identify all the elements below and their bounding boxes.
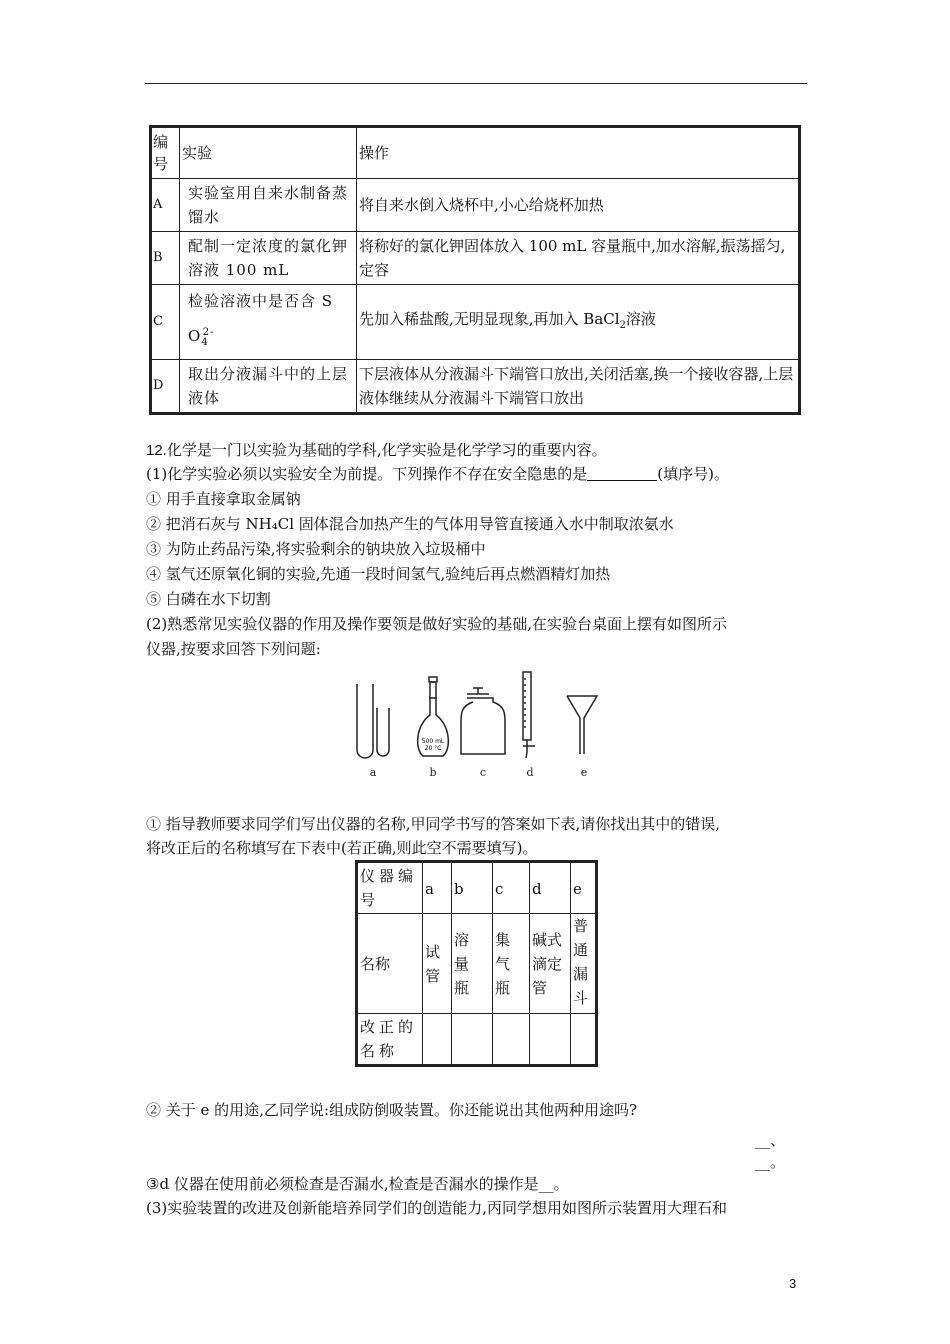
op-suffix: 溶液 — [625, 309, 656, 328]
code-e: e — [571, 862, 597, 914]
sub1-line2: 将改正后的名称填写在下表中(若正确,则此空不需要填写)。 — [146, 839, 538, 857]
row-id: D — [151, 360, 180, 414]
label-d: d — [526, 766, 534, 779]
test-tube-large-icon — [357, 684, 373, 758]
q12-intro — [146, 438, 607, 463]
part1-tail: (填序号)。 — [657, 465, 729, 483]
name-e: 普通漏斗 — [571, 914, 597, 1014]
blank-1[interactable]: __、 — [755, 1131, 786, 1149]
sulfate-sub: 4 — [201, 337, 209, 348]
row-operation: 将自来水倒入烧杯中,小心给烧杯加热 — [357, 179, 800, 232]
code-c: c — [493, 862, 530, 914]
sulfate-o: O — [188, 327, 202, 345]
table-row — [151, 232, 800, 285]
instrument-code-row — [357, 862, 597, 914]
fix-e[interactable] — [571, 1014, 597, 1066]
name-a: 试管 — [423, 914, 452, 1014]
row-operation — [357, 285, 800, 360]
op-prefix: 先加入稀盐酸,无明显现象,再加入 BaCl — [359, 309, 620, 328]
name-b: 溶量瓶 — [452, 914, 493, 1014]
q12-part1 — [146, 462, 729, 486]
header-experiment: 实验 — [180, 127, 357, 179]
header-operation: 操作 — [357, 127, 800, 179]
row-experiment — [180, 285, 357, 360]
header-rule — [145, 83, 807, 84]
part2-line1: (2)熟悉常见实验仪器的作用及操作要领是做好实验的基础,在实验台桌面上摆有如图所示 — [146, 615, 728, 633]
instrument-fix-row — [357, 1014, 597, 1066]
fix-c[interactable] — [493, 1014, 530, 1066]
row-id: A — [151, 179, 180, 232]
row-id: C — [151, 285, 180, 360]
intro-text: 化学是一门以实验为基础的学科,化学实验是化学学习的重要内容。 — [166, 441, 607, 459]
answer-blank[interactable] — [587, 464, 657, 481]
table-row — [151, 360, 800, 414]
sulfate-prefix: 检验溶液中是否含 S — [188, 292, 334, 310]
code-b: b — [452, 862, 493, 914]
option-2: ② 把消石灰与 NH₄Cl 固体混合加热产生的气体用导管直接通入水中制取浓氨水 — [146, 515, 674, 533]
row-id: B — [151, 232, 180, 285]
table-row — [151, 179, 800, 232]
sub1-line1: ① 指导教师要求同学们写出仪器的名称,甲同学书写的答案如下表,请你找出其中的错误, — [146, 815, 721, 833]
instrument-table — [355, 860, 598, 1067]
fix-d[interactable] — [530, 1014, 571, 1066]
fix-a[interactable] — [423, 1014, 452, 1066]
row-experiment: 配制一定浓度的氯化钾溶液 100 mL — [180, 232, 357, 285]
page-number: 3 — [789, 1276, 797, 1291]
name-d: 碱式滴定管 — [530, 914, 571, 1014]
option-4: ④ 氢气还原氧化铜的实验,先通一段时间氢气,验纯后再点燃酒精灯加热 — [146, 565, 611, 583]
label-c: c — [479, 766, 487, 779]
sulfate-sup: 2- — [202, 327, 215, 338]
header-id: 编号 — [151, 127, 180, 179]
burette-icon — [523, 672, 535, 758]
part2-line2: 仪器,按要求回答下列问题: — [146, 640, 321, 658]
code-d: d — [530, 862, 571, 914]
instrument-name-row — [357, 914, 597, 1014]
funnel-icon — [567, 696, 597, 754]
label-e: e — [580, 766, 588, 779]
fix-header: 改正的名称 — [357, 1014, 423, 1066]
row-operation: 下层液体从分液漏斗下端管口放出,关闭活塞,换一个接收容器,上层液体继续从分液漏斗下端管口放出 — [357, 360, 800, 414]
part1-text: (1)化学实验必须以实验安全为前提。下列操作不存在安全隐患的是 — [146, 465, 588, 483]
row-experiment: 实验室用自来水制备蒸馏水 — [180, 179, 357, 232]
blank-2[interactable]: __。 — [755, 1153, 786, 1171]
option-3: ③ 为防止药品污染,将实验剩余的钠块放入垃圾桶中 — [146, 540, 486, 558]
sub3: ③d 仪器在使用前必须检查是否漏水,检查是否漏水的操作是__。 — [146, 1175, 569, 1193]
name-c: 集气瓶 — [493, 914, 530, 1014]
code-a: a — [423, 862, 452, 914]
flask-label-temp: 20 °C — [424, 745, 442, 752]
apparatus-figure — [345, 670, 615, 785]
flask-label-volume: 500 mL — [421, 738, 445, 745]
label-a: a — [369, 766, 377, 779]
question-number: 12. — [146, 442, 167, 459]
table-header-row — [151, 127, 800, 179]
gas-jar-icon — [461, 688, 505, 754]
option-1: ① 用手直接拿取金属钠 — [146, 490, 301, 508]
row-experiment: 取出分液漏斗中的上层液体 — [180, 360, 357, 414]
op-sub: 2 — [619, 319, 626, 331]
row-operation: 将称好的氯化钾固体放入 100 mL 容量瓶中,加水溶解,振荡摇匀,定容 — [357, 232, 800, 285]
fix-b[interactable] — [452, 1014, 493, 1066]
code-header: 仪器编号 — [357, 862, 423, 914]
part3: (3)实验装置的改进及创新能培养同学们的创造能力,丙同学想用如图所示装置用大理石和 — [146, 1199, 728, 1217]
sub2: ② 关于 e 的用途,乙同学说:组成防倒吸装置。你还能说出其他两种用途吗? — [146, 1101, 638, 1119]
name-header: 名称 — [357, 914, 423, 1014]
table-row — [151, 285, 800, 360]
option-5: ⑤ 白磷在水下切割 — [146, 590, 271, 608]
test-tube-small-icon — [377, 708, 389, 756]
label-b: b — [429, 766, 437, 779]
experiment-table — [149, 125, 801, 415]
